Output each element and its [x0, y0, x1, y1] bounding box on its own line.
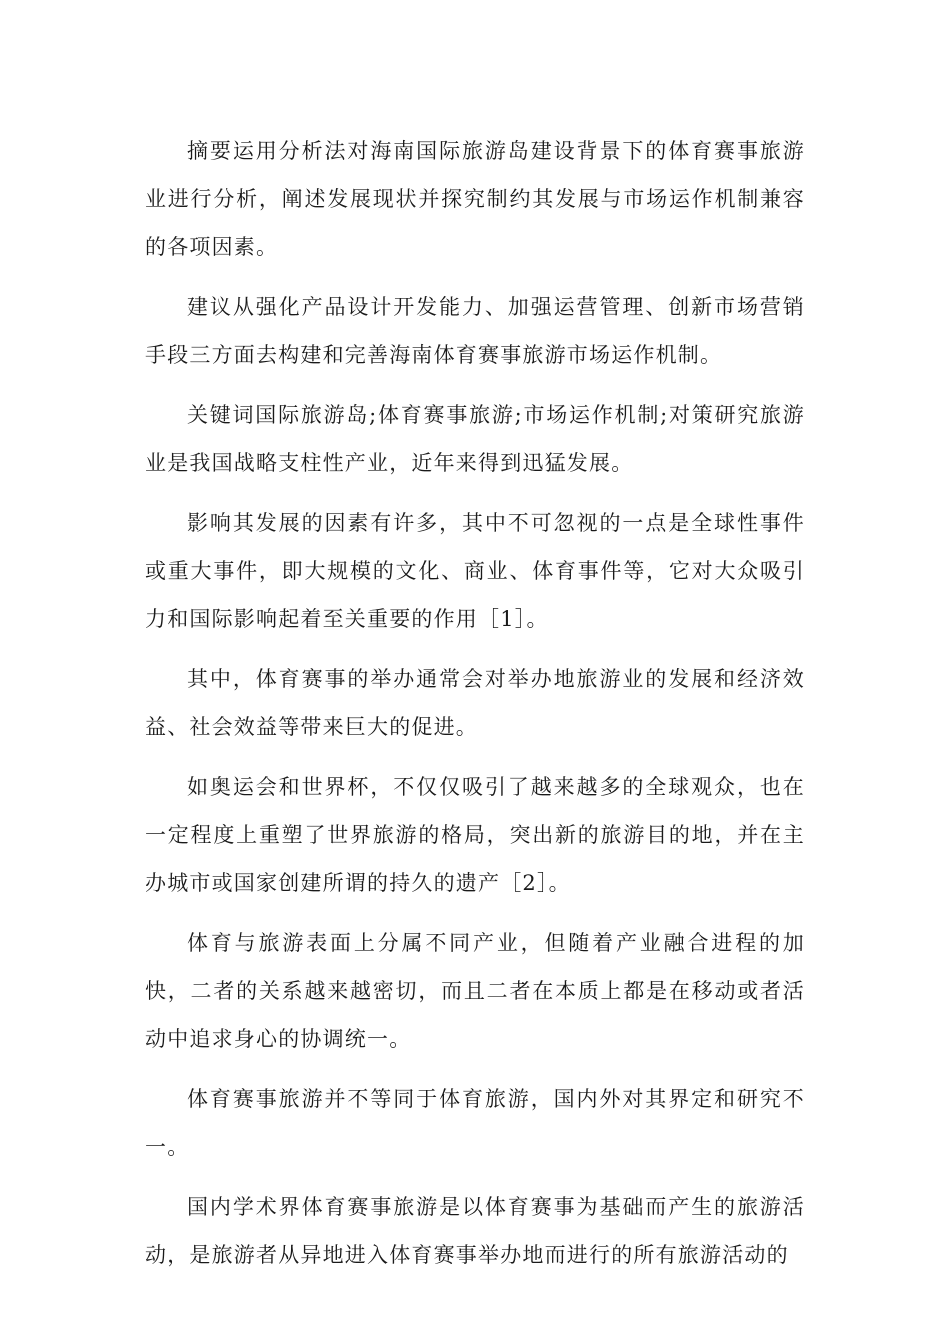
paragraph-abstract: 摘要运用分析法对海南国际旅游岛建设背景下的体育赛事旅游业进行分析，阐述发展现状并探究制约其发展与市场运作机制兼容的各项因素。 — [145, 139, 805, 259]
paragraph-domestic-research: 国内学术界体育赛事旅游是以体育赛事为基础而产生的旅游活动，是旅游者从异地进入体育赛事举办地而进行的所有旅游活动的 — [145, 1195, 805, 1267]
paragraph-sports-events: 其中，体育赛事的举办通常会对举办地旅游业的发展和经济效益、社会效益等带来巨大的促进。 — [145, 667, 805, 739]
paragraph-influence: 影响其发展的因素有许多，其中不可忽视的一点是全球性事件或重大事件，即大规模的文化、商业、体育事件等，它对大众吸引力和国际影响起着至关重要的作用［1］。 — [145, 511, 805, 631]
paragraph-suggestion: 建议从强化产品设计开发能力、加强运营管理、创新市场营销手段三方面去构建和完善海南体育赛事旅游市场运作机制。 — [145, 295, 805, 367]
paragraph-sports-tourism: 体育与旅游表面上分属不同产业，但随着产业融合进程的加快，二者的关系越来越密切，而且二者在本质上都是在移动或者活动中追求身心的协调统一。 — [145, 931, 805, 1051]
paragraph-definition: 体育赛事旅游并不等同于体育旅游，国内外对其界定和研究不一。 — [145, 1087, 805, 1159]
paragraph-olympics: 如奥运会和世界杯，不仅仅吸引了越来越多的全球观众，也在一定程度上重塑了世界旅游的格局，突出新的旅游目的地，并在主办城市或国家创建所谓的持久的遗产［2］。 — [145, 775, 805, 895]
paragraph-keywords: 关键词国际旅游岛;体育赛事旅游;市场运作机制;对策研究旅游业是我国战略支柱性产业，近年来得到迅猛发展。 — [145, 403, 805, 475]
document-body — [145, 127, 805, 1291]
